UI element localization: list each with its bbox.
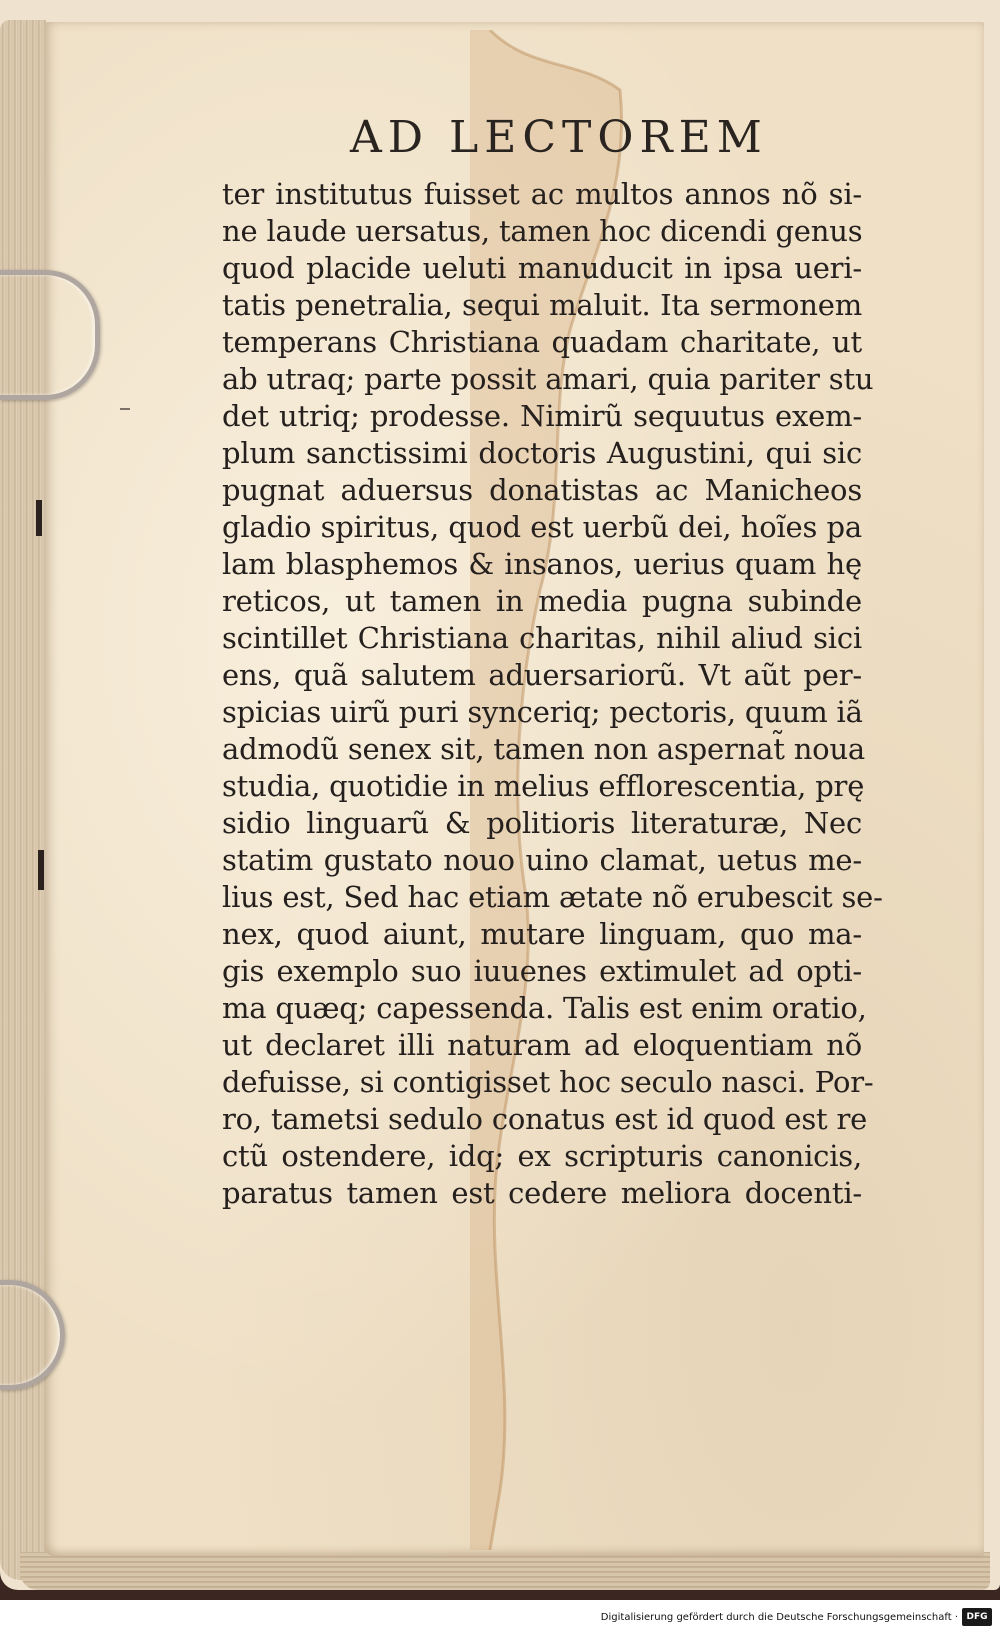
text-line: ro, tametsi sedulo conatus est id quod est re xyxy=(222,1102,868,1136)
text-line: gis exemplo suo iuuenes extimulet ad opti- xyxy=(222,954,862,988)
margin-mark xyxy=(38,850,44,890)
text-line: lius est, Sed hac etiam ætate nõ erubescit se- xyxy=(222,880,883,914)
text-line: scintillet Christiana charitas, nihil aliud sici xyxy=(222,621,862,655)
text-line: paratus tamen est cedere meliora docenti- xyxy=(222,1176,862,1210)
text-line: admodũ senex sit, tamen non aspernat̃ noua xyxy=(222,732,866,766)
text-line: sidio linguarũ & politioris literaturæ, Nec xyxy=(222,806,862,840)
text-line: spicias uirũ puri synceriq; pectoris, quum iã xyxy=(222,695,863,729)
text-line: lam blasphemos & insanos, uerius quam hę xyxy=(222,547,862,581)
running-head: AD LECTOREM xyxy=(350,112,768,163)
text-line: ab utraq; parte possit amari, quia pariter stu xyxy=(222,362,874,396)
text-line: ut declaret illi naturam ad eloquentiam nõ xyxy=(222,1028,862,1062)
dfg-logo[interactable]: DFG xyxy=(962,1608,992,1626)
margin-mark xyxy=(120,408,130,410)
text-line: gladio spiritus, quod est uerbũ dei, hoĩes pa xyxy=(222,510,862,544)
page-edges-bottom xyxy=(20,1552,990,1590)
text-line: det utriq; prodesse. Nimirũ sequutus exem- xyxy=(222,399,862,433)
text-line: defuisse, si contigisset hoc seculo nasci. Por- xyxy=(222,1065,874,1099)
text-line: tatis penetralia, sequi maluit. Ita sermonem xyxy=(222,288,862,322)
footer-bar xyxy=(0,1600,1000,1640)
text-line: pugnat aduersus donatistas ac Manicheos xyxy=(222,473,862,507)
text-line: ne laude uersatus, tamen hoc dicendi genus xyxy=(222,214,863,248)
metal-clasp-top xyxy=(0,270,100,400)
text-line: ma quæq; capessenda. Talis est enim oratio, xyxy=(222,991,867,1025)
text-line: quod placide ueluti manuducit in ipsa ueri- xyxy=(222,251,862,285)
text-line: temperans Christiana quadam charitate, ut xyxy=(222,325,862,359)
text-line: nex, quod aiunt, mutare linguam, quo ma- xyxy=(222,917,862,951)
text-line: plum sanctissimi doctoris Augustini, qui sic xyxy=(222,436,862,470)
text-line: ens, quã salutem aduersariorũ. Vt aũt per- xyxy=(222,658,862,692)
margin-mark xyxy=(36,500,42,536)
text-line: reticos, ut tamen in media pugna subinde xyxy=(222,584,862,618)
text-block xyxy=(222,176,883,1212)
text-line: ter institutus fuisset ac multos annos nõ si- xyxy=(222,177,862,211)
funding-credit: Digitalisierung gefördert durch die Deutsche Forschungsgemeinschaft · xyxy=(600,1612,958,1623)
text-line: studia, quotidie in melius efflorescentia, prę xyxy=(222,769,865,803)
text-line: statim gustato nouo uino clamat, uetus me- xyxy=(222,843,862,877)
text-line: ctũ ostendere, idq; ex scripturis canonicis, xyxy=(222,1139,862,1173)
